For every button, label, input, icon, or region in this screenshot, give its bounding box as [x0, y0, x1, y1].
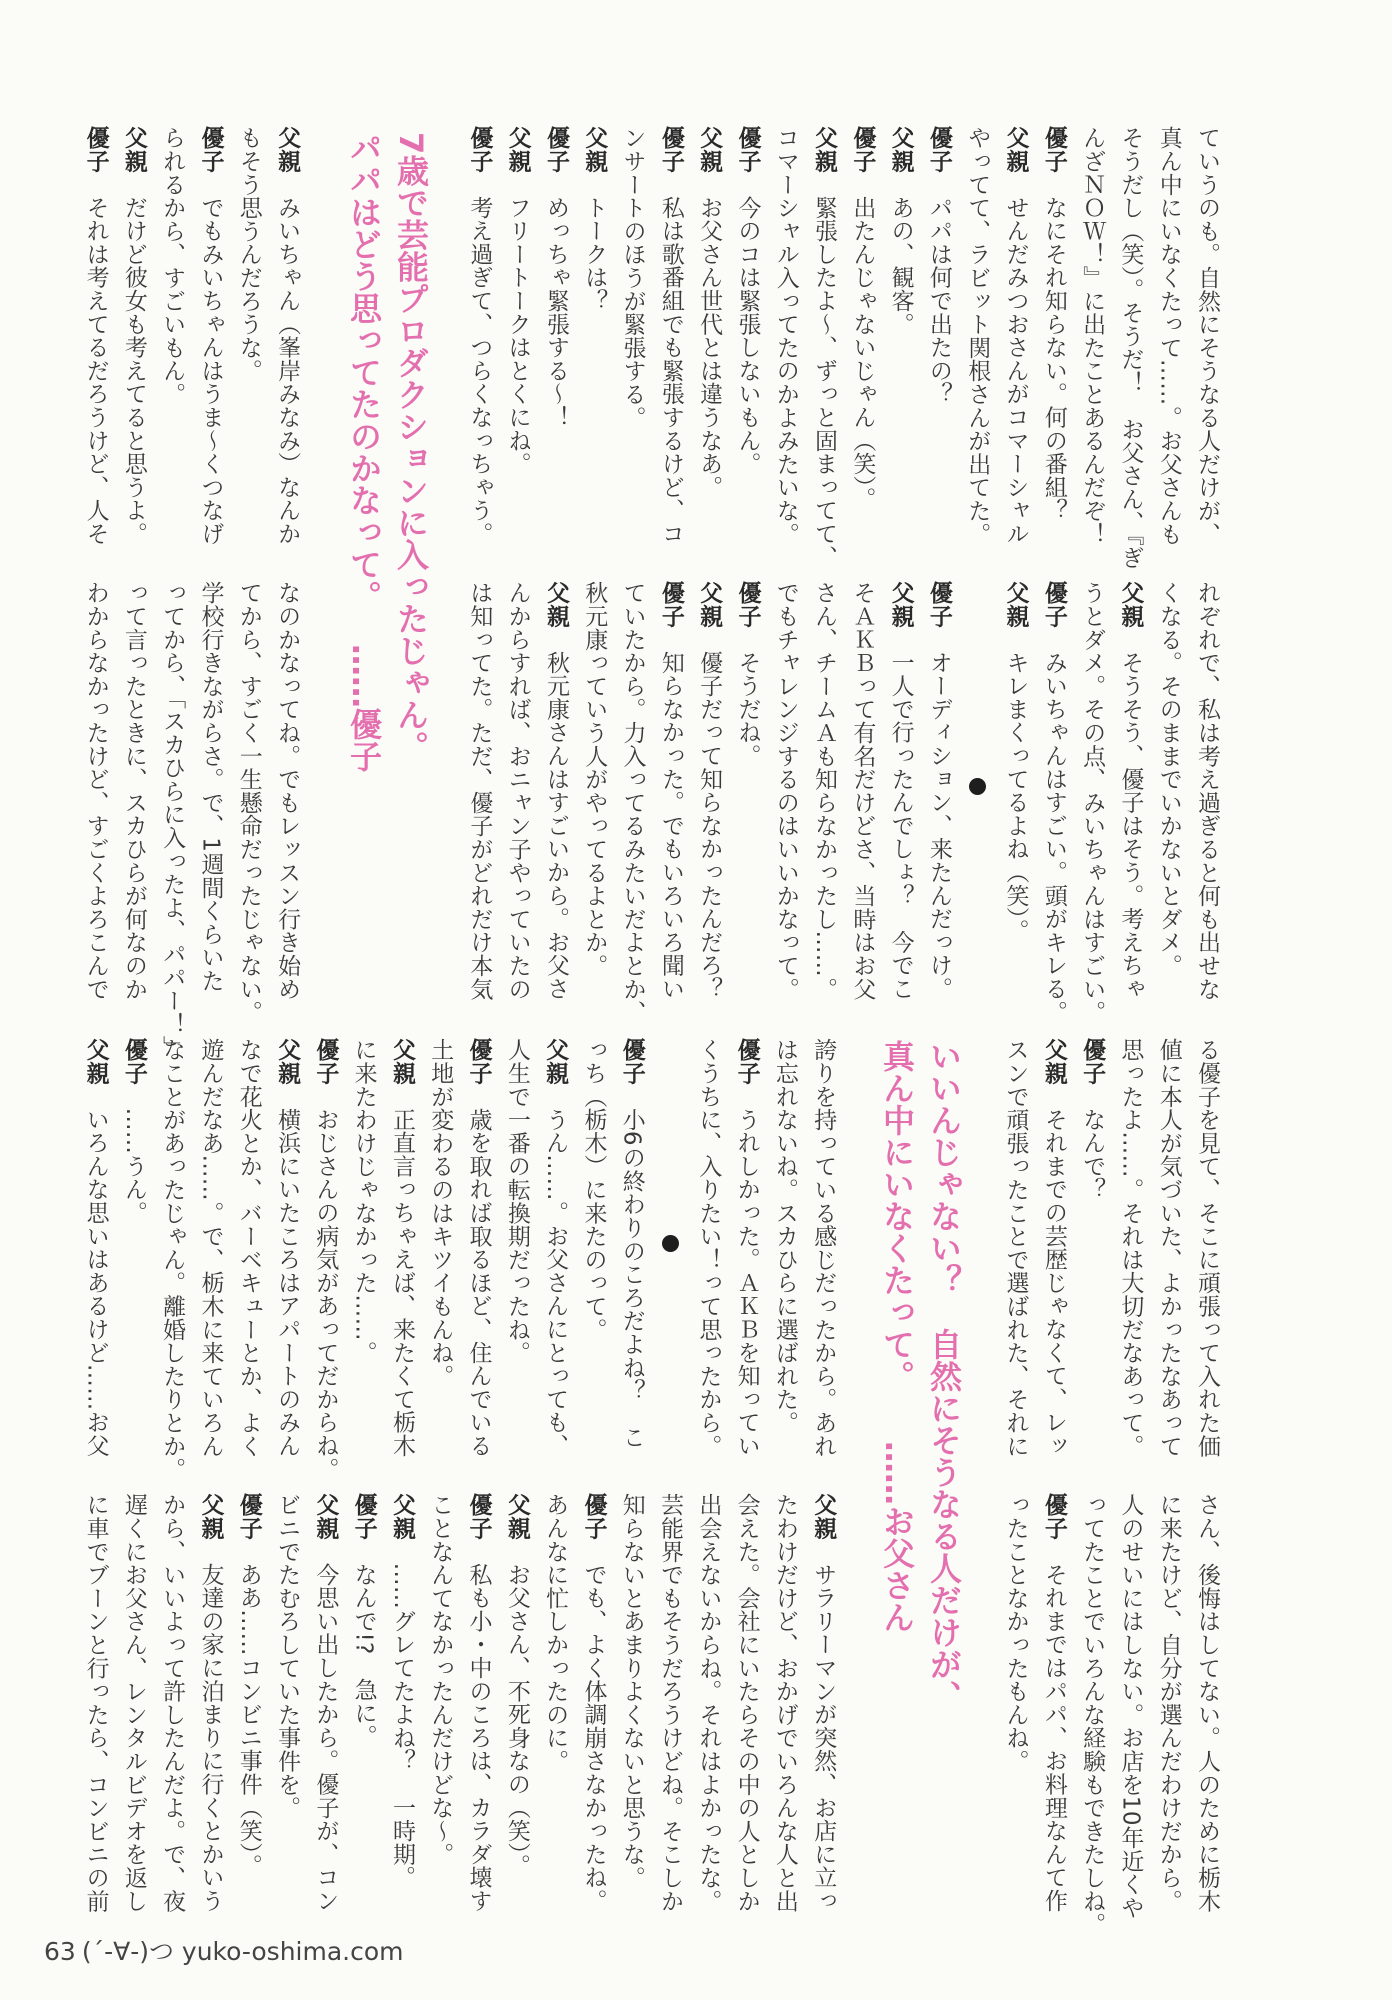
dialogue-line	[575, 126, 613, 536]
speaker-label: 優子	[1040, 1493, 1067, 1540]
pull-quote-attribution: ……お父さん	[878, 1441, 916, 1633]
speaker-label: 父親	[696, 581, 723, 628]
dialogue-line	[268, 126, 306, 546]
dialogue-text: それまでの芸歴じゃなくて、レッ	[1040, 1107, 1067, 1458]
dialogue-text: 今思い出したから。優子が、コン	[312, 1562, 339, 1913]
dialogue-line	[690, 581, 728, 1001]
dialogue-line	[229, 126, 267, 536]
dialogue-text: れぞれで、私は考え過ぎると何も出せな	[1194, 581, 1220, 1001]
dialogue-line	[805, 581, 843, 1001]
dialogue-text: そうだし（笑）。そうだ！ お父さん、『ぎ	[1117, 126, 1144, 569]
dialogue-text: に来たわけじゃなかった……。	[350, 1038, 377, 1365]
dialogue-line	[652, 126, 690, 546]
dialogue-line	[1149, 1493, 1187, 1913]
dialogue-text: お父さん世代とは違うなあ。	[696, 195, 723, 499]
dialogue-text: る優子を見て、そこに頑張って入れた価	[1194, 1038, 1220, 1458]
dialogue-line	[1149, 126, 1187, 546]
dialogue-text: ビニでたむろしていた事件を。	[274, 1493, 301, 1820]
dialogue-text: キレまくってるよね（笑）。	[1002, 650, 1029, 943]
dialogue-line	[498, 1493, 536, 1903]
dialogue-line	[191, 126, 229, 546]
dialogue-text: 人生で一番の転換期だったね。	[503, 1038, 530, 1365]
dialogue-line	[843, 126, 881, 536]
speaker-label: 優子	[312, 1038, 339, 1085]
dialogue-line	[536, 1038, 574, 1458]
speaker-label: 優子	[734, 126, 761, 173]
dialogue-line	[996, 1038, 1034, 1458]
speaker-label: 優子	[849, 126, 876, 173]
dialogue-text: 出たんじゃないじゃん（笑）。	[849, 195, 876, 511]
text-row-4	[60, 1493, 1226, 1936]
dialogue-line	[1149, 581, 1187, 991]
dialogue-text: 優子だって知らなかったんだろ？	[696, 650, 723, 1001]
dialogue-line	[613, 581, 651, 1024]
dialogue-line	[1188, 1038, 1226, 1458]
dialogue-line	[958, 126, 996, 546]
dialogue-line	[460, 581, 498, 1001]
dialogue-text: っち（栃木）に来たのって。	[580, 1038, 607, 1341]
dialogue-line	[229, 581, 267, 1024]
dialogue-text: コマーシャル入ってたのかよみたいな。	[772, 126, 799, 546]
dialogue-text: 横浜にいたころはアパートのみん	[274, 1107, 301, 1458]
dialogue-line	[1188, 126, 1226, 546]
speaker-label: 優子	[618, 1038, 645, 1085]
speaker-label: 父親	[542, 1038, 569, 1085]
dialogue-line	[804, 1038, 842, 1458]
dialogue-text: 知らないとあまりよくないと思うな。	[618, 1493, 645, 1890]
dialogue-line	[268, 1038, 306, 1458]
dialogue-line	[76, 1493, 114, 1913]
dialogue-line	[115, 1493, 153, 1913]
dialogue-text: 友達の家に泊まりに行くとかいう	[197, 1562, 224, 1913]
dialogue-text: 緊張したよ〜、ずっと固まってて、	[811, 195, 838, 569]
dialogue-text: 出会えないからね。それはよかったな。	[695, 1493, 722, 1913]
dialogue-text: 真ん中にいなくたって……。お父さんも	[1155, 126, 1182, 546]
speaker-label: 父親	[274, 126, 301, 173]
speaker-label: 父親	[503, 1493, 530, 1540]
dialogue-text: 考え過ぎて、つらくなっちゃう。	[466, 195, 493, 546]
dialogue-text: でもチャレンジするのはいいかなって。	[772, 581, 799, 1001]
dialogue-line	[306, 1038, 344, 1481]
dialogue-text: サラリーマンが突然、お店に立っ	[810, 1562, 837, 1913]
dialogue-text: ことなんてなかったんだけどな〜。	[427, 1493, 454, 1866]
dialogue-line	[383, 1493, 421, 1903]
page-footer	[44, 1932, 410, 1968]
dialogue-text: は知ってた。ただ、優子がどれだけ本気	[466, 581, 493, 1001]
speaker-label: 父親	[581, 126, 608, 173]
dialogue-text: 一人で行ったんでしょ？ 今でこ	[887, 650, 914, 1001]
dialogue-text: いろんな思いはあるけど……お父	[82, 1107, 109, 1458]
dialogue-text: お父さん、不死身なの（笑）。	[503, 1562, 530, 1878]
dialogue-line	[766, 1493, 804, 1913]
speaker-label: 父親	[388, 1038, 415, 1085]
dialogue-text: 歳を取れば取るほど、住んでいる	[465, 1107, 492, 1458]
dialogue-text: おじさんの病気があってだからね。	[312, 1107, 339, 1481]
speaker-label: 父親	[274, 1038, 301, 1085]
dialogue-text: 土地が変わるのはキツイもんね。	[427, 1038, 454, 1388]
dialogue-line	[191, 1493, 229, 1913]
speaker-label: 父親	[504, 126, 531, 173]
speaker-label: 父親	[696, 126, 723, 173]
speaker-label: 優子	[1079, 1038, 1106, 1085]
dialogue-text: せんだみつおさんがコマーシャル	[1002, 195, 1029, 546]
dialogue-text: だけど彼女も考えてると思うよ。	[120, 195, 147, 546]
speaker-label: 父親	[1002, 581, 1029, 628]
speaker-label: 優子	[657, 581, 684, 628]
dialogue-text: あんなに忙しかったのに。	[542, 1493, 569, 1773]
speaker-label: 優子	[466, 126, 493, 173]
pull-quote-line: 7歳で芸能プロダクションに入ったじゃん。	[392, 132, 430, 763]
dialogue-line	[727, 1038, 765, 1458]
speaker-label: 父親	[1002, 126, 1029, 173]
dialogue-line	[153, 1038, 191, 1481]
dialogue-text: ンサートのほうが緊張する。	[619, 126, 646, 429]
dialogue-line	[1073, 1038, 1111, 1448]
speaker-label: 父親	[1117, 581, 1144, 628]
page-number: 63	[44, 1937, 76, 1966]
dialogue-line	[766, 126, 804, 546]
speaker-label: 父親	[887, 581, 914, 628]
text-row-1	[60, 126, 1226, 569]
dialogue-line	[1111, 1038, 1149, 1458]
dialogue-text: めっちゃ緊張する〜！	[542, 195, 569, 429]
dialogue-text: は忘れないね。スカひらに選ばれた。	[771, 1038, 798, 1435]
dialogue-text: さん、チームＡも知らなかったし……。	[811, 581, 838, 1001]
dialogue-text: 私も小・中のころは、カラダ壊す	[465, 1562, 492, 1913]
dialogue-text: ていうのも。自然にそうなる人だけが、	[1194, 126, 1220, 546]
pull-quote-text: パパはどう思ってたのかなって。	[345, 132, 383, 612]
speaker-label: 優子	[350, 1493, 377, 1540]
dialogue-line	[229, 1493, 267, 1903]
dialogue-line	[728, 126, 766, 536]
dialogue-text: 遅くにお父さん、レンタルビデオを返し	[120, 1493, 147, 1913]
dialogue-text: わからなかったけど、すごくよろこんで	[82, 581, 109, 1001]
dialogue-line	[1035, 126, 1073, 536]
dialogue-line	[268, 581, 306, 1001]
dialogue-line	[996, 581, 1034, 991]
speaker-label: 父親	[810, 1493, 837, 1540]
dialogue-line	[689, 1038, 727, 1458]
dialogue-line	[498, 1038, 536, 1448]
dialogue-text: フリートークはとくにね。	[504, 195, 531, 476]
dialogue-line	[76, 126, 114, 546]
dialogue-text: に来たけど、自分が選んだわけだから。	[1155, 1493, 1182, 1913]
dialogue-text: パパは何で出たの？	[925, 195, 952, 406]
dialogue-line	[652, 581, 690, 1001]
dialogue-text: やってて、ラビット関根さんが出てた。	[964, 126, 991, 546]
dialogue-text: 人のせいにはしない。お店を10年近くや	[1117, 1493, 1144, 1919]
dialogue-line	[1073, 581, 1111, 1024]
dialogue-line	[153, 581, 191, 1059]
dialogue-line	[881, 126, 919, 536]
dialogue-line	[537, 581, 575, 1001]
dialogue-text: んからすれば、おニャン子やっていたの	[504, 581, 531, 1001]
dialogue-text: 秋元康っていう人がやってるよとか。	[581, 581, 608, 978]
dialogue-line	[766, 581, 804, 1001]
dialogue-line	[115, 581, 153, 1001]
speaker-label: 優子	[542, 126, 569, 173]
speaker-label: 優子	[657, 126, 684, 173]
dialogue-line	[383, 1038, 421, 1458]
dialogue-line	[306, 1493, 344, 1913]
dialogue-line	[920, 126, 958, 536]
dialogue-text: たわけだけど、おかげでいろんな人と出	[771, 1493, 798, 1913]
speaker-label: 父親	[1040, 1038, 1067, 1085]
dialogue-line	[612, 1038, 650, 1448]
speaker-label: 優子	[1040, 126, 1067, 173]
speaker-label: 父親	[120, 126, 147, 173]
speaker-label: 優子	[580, 1493, 607, 1540]
dialogue-text: ってから、「スカひらに入ったよ、パパー！」	[159, 581, 186, 1059]
dialogue-line	[498, 126, 536, 536]
dialogue-text: てから、すごく一生懸命だったじゃない。	[235, 581, 262, 1024]
speaker-label: 優子	[925, 126, 952, 173]
pull-quote-text: 真ん中にいなくたって。	[878, 1040, 916, 1392]
dialogue-line	[76, 1038, 114, 1458]
dialogue-text: なんで!? 急に。	[350, 1562, 377, 1748]
dialogue-text: くうちに、入りたい！って思ったから。	[695, 1038, 722, 1458]
speaker-label: 優子	[925, 581, 952, 628]
pull-quote-line: いいんじゃない？ 自然にそうなる人だけが、	[925, 1040, 963, 1712]
text-row-2	[60, 581, 1226, 1059]
dialogue-line	[1073, 126, 1111, 546]
speaker-label: 優子	[465, 1493, 492, 1540]
dialogue-text: みいちゃんはすごい。頭がキレる。	[1040, 650, 1067, 1024]
dialogue-line	[153, 126, 191, 536]
dialogue-text: さん、後悔はしてない。人のために栃木	[1194, 1493, 1220, 1913]
dialogue-text: られるから、すごいもん。	[159, 126, 186, 406]
speaker-label: 優子	[120, 1038, 147, 1085]
speaker-label: 優子	[733, 1038, 760, 1085]
dialogue-line	[536, 1493, 574, 1903]
text-row-3	[60, 1038, 1226, 1481]
dialogue-line	[574, 1493, 612, 1913]
dialogue-text: 遊んだなあ……。で、栃木に来ていろん	[197, 1038, 224, 1458]
dialogue-text: 芸能界でもそうだろうけどね。そこしか	[657, 1493, 684, 1913]
dialogue-text: ったことなかったもんね。	[1002, 1493, 1029, 1773]
dialogue-line	[613, 126, 651, 536]
dialogue-line	[115, 1038, 153, 1448]
speaker-label: 父親	[312, 1493, 339, 1540]
dialogue-line	[575, 581, 613, 991]
dialogue-text: 今のコは緊張しないもん。	[734, 195, 761, 476]
speaker-label: 優子	[197, 126, 224, 173]
dialogue-text: ってたことでいろんな経験もできたしね。	[1079, 1493, 1106, 1936]
dialogue-text: うとダメ。その点、みいちゃんはすごい。	[1079, 581, 1106, 1024]
pull-quote-attribution: ……優子	[345, 644, 383, 772]
dialogue-line	[459, 1038, 497, 1458]
dialogue-line	[153, 1493, 191, 1913]
dialogue-text: ……うん。	[120, 1107, 147, 1225]
dialogue-line	[612, 1493, 650, 1903]
dialogue-text: そＡＫＢって有名だけどさ、当時はお父	[849, 581, 876, 1001]
dialogue-text: ……グレてたよね？ 一時期。	[388, 1562, 415, 1889]
dialogue-line	[344, 1038, 382, 1448]
dialogue-line	[1111, 1493, 1149, 1919]
dialogue-line	[76, 581, 114, 1001]
dialogue-line	[651, 1493, 689, 1913]
section-break	[651, 1038, 689, 1448]
dialogue-text: みいちゃん（峯岸みなみ）なんか	[274, 195, 301, 546]
dialogue-line	[421, 1493, 459, 1903]
dialogue-line	[498, 581, 536, 1001]
dialogue-text: なのかなってね。でもレッスン行き始め	[274, 581, 301, 1001]
dialogue-text: うれしかった。ＡＫＢを知ってい	[733, 1107, 760, 1458]
dialogue-text: ああ……コンビニ事件（笑）。	[235, 1562, 262, 1878]
speaker-label: 父親	[388, 1493, 415, 1540]
dialogue-text: あの、観客。	[887, 195, 914, 336]
dialogue-text: でも、よく体調崩さなかったね。	[580, 1562, 607, 1913]
dialogue-line	[537, 126, 575, 536]
dialogue-text: なことがあったじゃん。離婚したりとか。	[159, 1038, 186, 1481]
dialogue-line	[1035, 1038, 1073, 1458]
dialogue-text: って言ったときに、スカひらが何なのか	[120, 581, 147, 1001]
dialogue-text: それまではパパ、お料理なんて作	[1040, 1562, 1067, 1913]
dialogue-line	[690, 126, 728, 536]
dialogue-line	[766, 1038, 804, 1448]
speaker-label: 優子	[734, 581, 761, 628]
dialogue-text: んざＮＯＷ！』に出たことあるんだぞ！	[1079, 126, 1106, 546]
pull-quote-yuko	[340, 132, 434, 772]
dialogue-text: なで花火とか、バーベキューとか、よく	[235, 1038, 262, 1458]
speaker-label: 優子	[465, 1038, 492, 1085]
dialogue-text: そうだね。	[734, 650, 761, 768]
dialogue-text: くなる。そのままでいかないとダメ。	[1155, 581, 1182, 978]
dialogue-text: 秋元康さんはすごいから。お父さ	[542, 650, 569, 1001]
speaker-label: 父親	[197, 1493, 224, 1540]
dialogue-line	[727, 1493, 765, 1913]
dialogue-text: 誇りを持っている感じだったから。あれ	[810, 1038, 837, 1458]
speaker-label: 父親	[542, 581, 569, 628]
pull-quote-line	[340, 132, 387, 772]
dialogue-text: 値に本人が気づいた、よかったなあって	[1155, 1038, 1182, 1458]
dialogue-line	[1035, 581, 1073, 1024]
dialogue-text: に車でブーンと行ったら、コンビニの前	[82, 1493, 109, 1913]
dialogue-text: でもみいちゃんはうま〜くつなげ	[197, 195, 224, 546]
dialogue-line	[1111, 581, 1149, 1001]
dialogue-line	[191, 1038, 229, 1458]
footer-site-text: (´-∀-)つ yuko-oshima.com	[81, 1937, 404, 1966]
speaker-label: 優子	[82, 126, 109, 173]
dialogue-line	[574, 1038, 612, 1448]
dialogue-line	[1188, 1493, 1226, 1913]
dialogue-line	[1188, 581, 1226, 1001]
dialogue-line	[805, 126, 843, 569]
dialogue-line	[459, 1493, 497, 1913]
dialogue-line	[728, 581, 766, 991]
dialogue-text: なにそれ知らない。何の番組？	[1040, 195, 1067, 522]
dialogue-text: もそう思うんだろうな。	[235, 126, 262, 383]
dialogue-line	[996, 126, 1034, 546]
dialogue-line	[344, 1493, 382, 1903]
dialogue-text: オーディション、来たんだっけ。	[925, 650, 952, 1001]
speaker-label: 優子	[235, 1493, 262, 1540]
dialogue-text: ていたから。力入ってるみたいだよとか、	[619, 581, 646, 1024]
dialogue-text: スンで頑張ったことで選ばれた、それに	[1002, 1038, 1029, 1458]
dialogue-text: うん……。お父さんにとっても、	[542, 1107, 569, 1458]
dialogue-text: なんで？	[1079, 1107, 1106, 1201]
speaker-label: 父親	[887, 126, 914, 173]
dialogue-text: そうそう、優子はそう。考えちゃ	[1117, 650, 1144, 1001]
dialogue-line	[689, 1493, 727, 1913]
dialogue-text: 思ったよ……。それは大切だなあって。	[1117, 1038, 1144, 1458]
dialogue-text: 私は歌番組でも緊張するけど、コ	[657, 195, 684, 546]
dialogue-line	[268, 1493, 306, 1903]
dialogue-text: から、いいよって許したんだよ。で、夜	[159, 1493, 186, 1913]
dialogue-text: 正直言っちゃえば、来たくて栃木	[388, 1107, 415, 1458]
dialogue-text: 知らなかった。でもいろいろ聞い	[657, 650, 684, 1001]
dialogue-line	[1149, 1038, 1187, 1458]
dialogue-line	[996, 1493, 1034, 1903]
dialogue-text: トークは？	[581, 195, 608, 313]
dialogue-line	[460, 126, 498, 546]
dialogue-line	[1035, 1493, 1073, 1913]
dialogue-line	[920, 581, 958, 1001]
pull-quote-father	[873, 1040, 967, 1712]
speaker-label: 優子	[1040, 581, 1067, 628]
dialogue-line	[843, 581, 881, 1001]
dialogue-line	[804, 1493, 842, 1913]
dialogue-line	[1073, 1493, 1111, 1936]
dialogue-text: 会えた。会社にいたらその中の人としか	[733, 1493, 760, 1913]
section-dot-icon	[969, 778, 986, 795]
speaker-label: 父親	[82, 1038, 109, 1085]
dialogue-line	[421, 1038, 459, 1448]
dialogue-text: 小6の終わりのころだよね？ こ	[618, 1107, 645, 1449]
speaker-label: 父親	[811, 126, 838, 173]
dialogue-text: それは考えてるだろうけど、人そ	[82, 195, 109, 546]
dialogue-text: 学校行きながらさ。で、1週間くらいた	[197, 581, 224, 993]
section-break	[958, 581, 996, 991]
section-dot-icon	[662, 1235, 679, 1252]
dialogue-line	[229, 1038, 267, 1458]
pull-quote-line	[873, 1040, 920, 1633]
dialogue-line	[191, 581, 229, 991]
dialogue-line	[1111, 126, 1149, 569]
dialogue-line	[115, 126, 153, 546]
dialogue-line	[881, 581, 919, 1001]
